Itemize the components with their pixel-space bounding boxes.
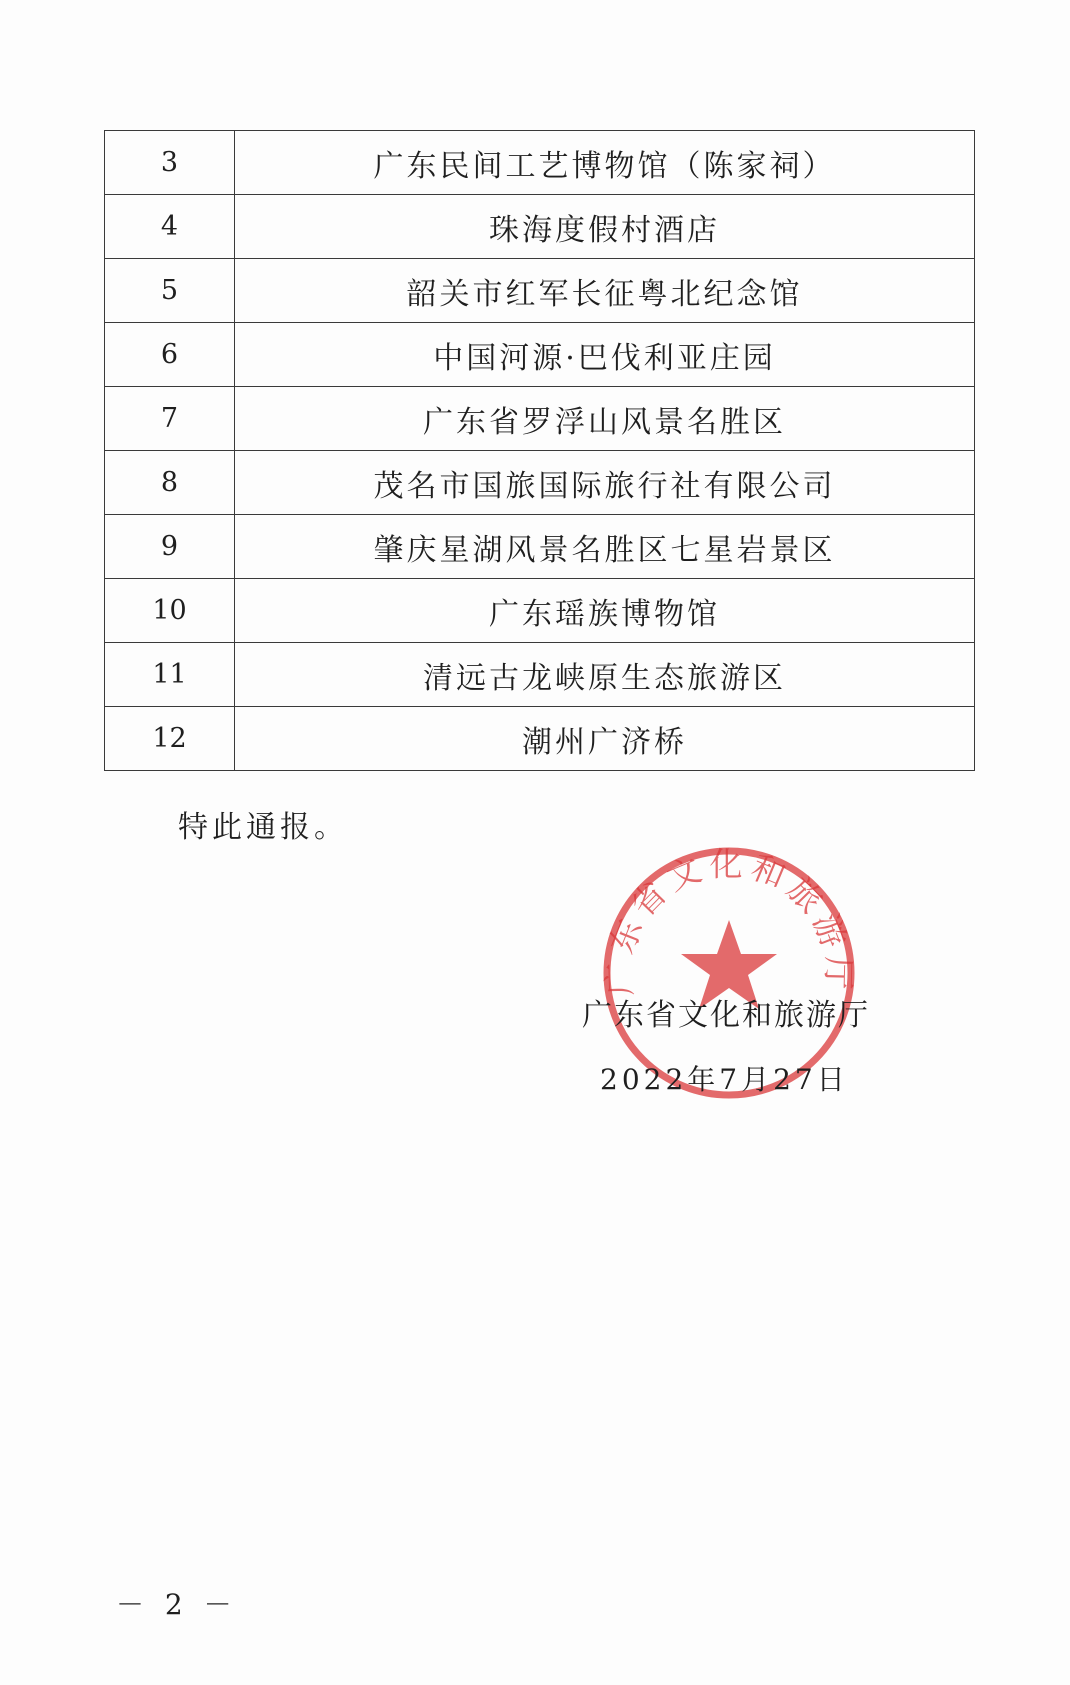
unit-name: 广东省罗浮山风景名胜区	[235, 387, 975, 451]
row-number: 8	[105, 451, 235, 515]
unit-name: 珠海度假村酒店	[235, 195, 975, 259]
unit-name: 广东民间工艺博物馆（陈家祠）	[235, 131, 975, 195]
unit-name: 中国河源·巴伐利亚庄园	[235, 323, 975, 387]
table-row	[105, 387, 975, 451]
closing-text: 特此通报。	[178, 810, 348, 845]
row-number: 9	[105, 515, 235, 579]
row-number: 5	[105, 259, 235, 323]
issuer-signature: 广东省文化和旅游厅	[582, 998, 870, 1033]
unit-name: 肇庆星湖风景名胜区七星岩景区	[235, 515, 975, 579]
unit-name: 清远古龙峡原生态旅游区	[235, 643, 975, 707]
unit-list-table	[104, 130, 975, 771]
unit-name: 韶关市红军长征粤北纪念馆	[235, 259, 975, 323]
table-row	[105, 451, 975, 515]
row-number: 6	[105, 323, 235, 387]
issue-date: 2022年7月27日	[600, 1063, 849, 1096]
row-number: 4	[105, 195, 235, 259]
page-number: － 2 －	[116, 1588, 238, 1621]
unit-name: 广东瑶族博物馆	[235, 579, 975, 643]
svg-text:广东省文化和旅游厅: 广东省文化和旅游厅	[599, 844, 859, 997]
table-row	[105, 643, 975, 707]
table-row	[105, 259, 975, 323]
table-row	[105, 579, 975, 643]
row-number: 11	[105, 643, 235, 707]
table-row	[105, 195, 975, 259]
row-number: 3	[105, 131, 235, 195]
unit-name: 茂名市国旅国际旅行社有限公司	[235, 451, 975, 515]
row-number: 10	[105, 579, 235, 643]
table-row	[105, 131, 975, 195]
table-row	[105, 515, 975, 579]
unit-name: 潮州广济桥	[235, 707, 975, 771]
row-number: 7	[105, 387, 235, 451]
row-number: 12	[105, 707, 235, 771]
table-row	[105, 707, 975, 771]
table-row	[105, 323, 975, 387]
